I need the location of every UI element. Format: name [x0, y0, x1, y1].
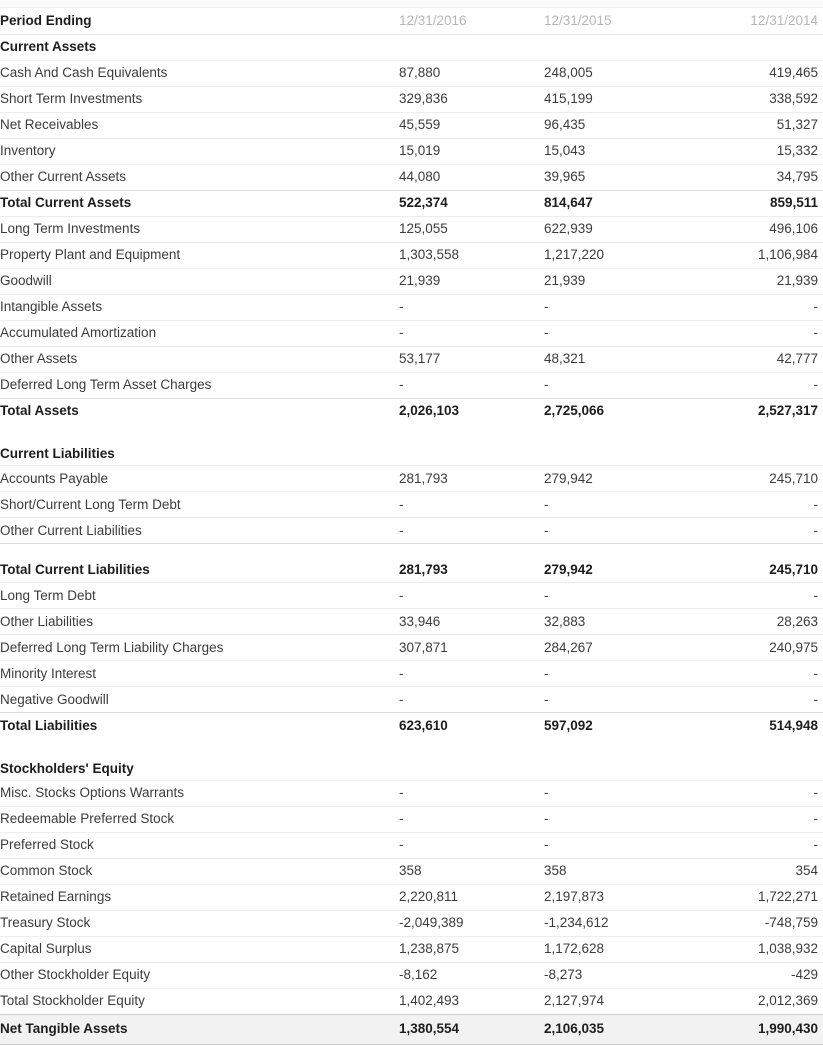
row-value-period-1: 281,793	[399, 544, 544, 583]
row-value-period-3	[675, 34, 823, 60]
row-value-period-1: -	[399, 780, 544, 806]
row-value-period-2: -	[544, 661, 675, 687]
row-value-period-3: 245,710	[675, 466, 823, 492]
table-row	[0, 112, 823, 138]
row-value-period-2: 597,092	[544, 713, 675, 739]
row-value-period-3: 28,263	[675, 609, 823, 635]
row-value-period-2: 39,965	[544, 164, 675, 190]
row-value-period-3: -	[675, 518, 823, 544]
row-value-period-1: 1,238,875	[399, 936, 544, 962]
row-label: Preferred Stock	[0, 832, 399, 858]
table-row	[0, 988, 823, 1014]
row-value-period-2: 1,217,220	[544, 242, 675, 268]
row-value-period-2: -	[544, 780, 675, 806]
row-value-period-2: -	[544, 372, 675, 398]
row-value-period-1: 2,220,811	[399, 884, 544, 910]
row-value-period-2: 284,267	[544, 635, 675, 661]
table-row	[0, 661, 823, 687]
table-row	[0, 635, 823, 661]
row-value-period-2: 2,197,873	[544, 884, 675, 910]
table-row	[0, 372, 823, 398]
row-label: Short Term Investments	[0, 86, 399, 112]
row-label: Intangible Assets	[0, 294, 399, 320]
row-value-period-2	[544, 739, 675, 781]
header-row	[0, 8, 823, 34]
row-label: Misc. Stocks Options Warrants	[0, 780, 399, 806]
row-value-period-2: 2,725,066	[544, 398, 675, 424]
table-row	[0, 780, 823, 806]
row-value-period-2: 814,647	[544, 190, 675, 216]
table-row	[0, 138, 823, 164]
row-value-period-3: 514,948	[675, 713, 823, 739]
table-row	[0, 492, 823, 518]
row-value-period-2: -	[544, 583, 675, 609]
table-row	[0, 713, 823, 739]
row-value-period-2: -	[544, 492, 675, 518]
row-label: Other Liabilities	[0, 609, 399, 635]
row-value-period-1: 125,055	[399, 216, 544, 242]
row-value-period-3: 2,527,317	[675, 398, 823, 424]
row-value-period-2: -	[544, 320, 675, 346]
row-value-period-2: 279,942	[544, 466, 675, 492]
row-label: Total Stockholder Equity	[0, 988, 399, 1014]
top-band	[0, 0, 823, 8]
table-row	[0, 86, 823, 112]
row-value-period-3: 51,327	[675, 112, 823, 138]
row-value-period-3: -	[675, 806, 823, 832]
row-value-period-3: -748,759	[675, 910, 823, 936]
table-row	[0, 466, 823, 492]
row-value-period-2: 32,883	[544, 609, 675, 635]
row-label: Deferred Long Term Liability Charges	[0, 635, 399, 661]
row-value-period-3: -	[675, 583, 823, 609]
table-header	[0, 8, 823, 34]
row-label: Negative Goodwill	[0, 687, 399, 713]
row-label: Capital Surplus	[0, 936, 399, 962]
column-header-period-3: 12/31/2014	[750, 12, 818, 28]
row-value-period-2: -	[544, 806, 675, 832]
row-value-period-1: 33,946	[399, 609, 544, 635]
row-value-period-1: 15,019	[399, 138, 544, 164]
row-label: Inventory	[0, 138, 399, 164]
row-value-period-1: -	[399, 320, 544, 346]
row-value-period-3: 419,465	[675, 60, 823, 86]
row-label: Long Term Investments	[0, 216, 399, 242]
column-header-label: Period Ending	[0, 12, 92, 28]
row-value-period-2: 279,942	[544, 544, 675, 583]
row-value-period-2: 48,321	[544, 346, 675, 372]
row-label: Redeemable Preferred Stock	[0, 806, 399, 832]
row-label: Total Liabilities	[0, 713, 399, 739]
table-row	[0, 583, 823, 609]
row-value-period-2: -1,234,612	[544, 910, 675, 936]
table-row	[0, 858, 823, 884]
row-label: Current Liabilities	[0, 446, 115, 461]
row-label: Common Stock	[0, 858, 399, 884]
row-value-period-1: -	[399, 583, 544, 609]
table-row	[0, 34, 823, 60]
row-value-period-2: 622,939	[544, 216, 675, 242]
row-value-period-3: -	[675, 372, 823, 398]
row-value-period-3	[675, 424, 823, 466]
row-value-period-3: 42,777	[675, 346, 823, 372]
row-value-period-1: 87,880	[399, 60, 544, 86]
table-row	[0, 268, 823, 294]
row-value-period-1: -	[399, 492, 544, 518]
row-value-period-1: 21,939	[399, 268, 544, 294]
table-row	[0, 739, 823, 781]
table-row	[0, 544, 823, 583]
row-value-period-1: 623,610	[399, 713, 544, 739]
row-value-period-1: 45,559	[399, 112, 544, 138]
row-label: Deferred Long Term Asset Charges	[0, 372, 399, 398]
row-value-period-1	[399, 739, 544, 781]
table-row	[0, 1014, 823, 1044]
row-label: Other Assets	[0, 346, 399, 372]
row-label: Cash And Cash Equivalents	[0, 60, 399, 86]
row-value-period-3: 859,511	[675, 190, 823, 216]
row-value-period-1: 1,303,558	[399, 242, 544, 268]
table-row	[0, 346, 823, 372]
row-value-period-1: 2,026,103	[399, 398, 544, 424]
row-value-period-2	[544, 424, 675, 466]
row-value-period-1	[399, 424, 544, 466]
table-row	[0, 687, 823, 713]
row-label: Accumulated Amortization	[0, 320, 399, 346]
balance-sheet-table	[0, 8, 823, 1045]
table-row	[0, 242, 823, 268]
row-label: Short/Current Long Term Debt	[0, 492, 399, 518]
row-value-period-1: 1,402,493	[399, 988, 544, 1014]
row-value-period-3: 240,975	[675, 635, 823, 661]
table-row	[0, 60, 823, 86]
row-label: Retained Earnings	[0, 884, 399, 910]
row-label: Stockholders' Equity	[0, 760, 134, 776]
row-value-period-3: -429	[675, 962, 823, 988]
row-value-period-2: 21,939	[544, 268, 675, 294]
row-label: Total Current Assets	[0, 190, 399, 216]
row-value-period-1	[399, 34, 544, 60]
row-label: Total Assets	[0, 398, 399, 424]
row-label: Total Current Liabilities	[0, 544, 399, 583]
row-value-period-3: -	[675, 320, 823, 346]
row-label: Accounts Payable	[0, 466, 399, 492]
row-value-period-1: 53,177	[399, 346, 544, 372]
table-row	[0, 910, 823, 936]
row-value-period-2: 1,172,628	[544, 936, 675, 962]
table-row	[0, 832, 823, 858]
row-value-period-2: 248,005	[544, 60, 675, 86]
row-value-period-1: -	[399, 372, 544, 398]
table-row	[0, 164, 823, 190]
row-value-period-1: -	[399, 832, 544, 858]
row-label: Current Assets	[0, 34, 399, 60]
row-value-period-3: -	[675, 294, 823, 320]
row-value-period-3: 1,106,984	[675, 242, 823, 268]
row-label: Property Plant and Equipment	[0, 242, 399, 268]
row-value-period-3: 354	[675, 858, 823, 884]
row-value-period-2: 2,106,035	[544, 1014, 675, 1044]
row-value-period-2: 415,199	[544, 86, 675, 112]
row-value-period-3: -	[675, 687, 823, 713]
row-value-period-3: 1,990,430	[675, 1014, 823, 1044]
table-row	[0, 294, 823, 320]
row-value-period-1: 307,871	[399, 635, 544, 661]
row-value-period-2: -	[544, 687, 675, 713]
row-value-period-1: -	[399, 518, 544, 544]
table-row	[0, 962, 823, 988]
row-label: Treasury Stock	[0, 910, 399, 936]
row-value-period-3: 1,722,271	[675, 884, 823, 910]
row-value-period-1: 281,793	[399, 466, 544, 492]
row-value-period-2: -	[544, 832, 675, 858]
row-value-period-3: 21,939	[675, 268, 823, 294]
table-row	[0, 518, 823, 544]
row-value-period-1: 44,080	[399, 164, 544, 190]
table-row	[0, 609, 823, 635]
row-label: Other Current Liabilities	[0, 518, 399, 544]
row-value-period-1: -	[399, 687, 544, 713]
row-value-period-3: 2,012,369	[675, 988, 823, 1014]
row-label: Minority Interest	[0, 661, 399, 687]
row-value-period-3: 1,038,932	[675, 936, 823, 962]
row-value-period-3: 245,710	[675, 544, 823, 583]
row-value-period-2: -	[544, 294, 675, 320]
row-value-period-1: -	[399, 294, 544, 320]
table-row	[0, 884, 823, 910]
row-label: Other Current Assets	[0, 164, 399, 190]
row-label: Net Receivables	[0, 112, 399, 138]
table-row	[0, 398, 823, 424]
row-value-period-3: 496,106	[675, 216, 823, 242]
row-value-period-3: -	[675, 492, 823, 518]
column-header-period-2: 12/31/2015	[544, 12, 612, 28]
row-value-period-3	[675, 739, 823, 781]
table-row	[0, 190, 823, 216]
row-value-period-2	[544, 34, 675, 60]
row-value-period-2: -	[544, 518, 675, 544]
row-label: Other Stockholder Equity	[0, 962, 399, 988]
row-value-period-3: 34,795	[675, 164, 823, 190]
row-value-period-2: 15,043	[544, 138, 675, 164]
row-value-period-1: -	[399, 661, 544, 687]
row-value-period-3: 338,592	[675, 86, 823, 112]
row-value-period-2: 96,435	[544, 112, 675, 138]
row-value-period-1: 1,380,554	[399, 1014, 544, 1044]
table-row	[0, 806, 823, 832]
row-value-period-1: -8,162	[399, 962, 544, 988]
row-value-period-1: 522,374	[399, 190, 544, 216]
column-header-period-1: 12/31/2016	[399, 12, 467, 28]
row-value-period-1: 329,836	[399, 86, 544, 112]
row-value-period-1: 358	[399, 858, 544, 884]
row-label: Net Tangible Assets	[0, 1014, 399, 1044]
row-value-period-3: 15,332	[675, 138, 823, 164]
row-value-period-2: -8,273	[544, 962, 675, 988]
row-value-period-3: -	[675, 661, 823, 687]
row-value-period-1: -	[399, 806, 544, 832]
row-value-period-3: -	[675, 832, 823, 858]
table-row	[0, 424, 823, 466]
row-label: Long Term Debt	[0, 583, 399, 609]
table-body	[0, 34, 823, 1044]
row-value-period-2: 358	[544, 858, 675, 884]
row-value-period-2: 2,127,974	[544, 988, 675, 1014]
table-row	[0, 320, 823, 346]
table-row	[0, 216, 823, 242]
row-value-period-3: -	[675, 780, 823, 806]
table-row	[0, 936, 823, 962]
row-value-period-1: -2,049,389	[399, 910, 544, 936]
row-label: Goodwill	[0, 268, 399, 294]
